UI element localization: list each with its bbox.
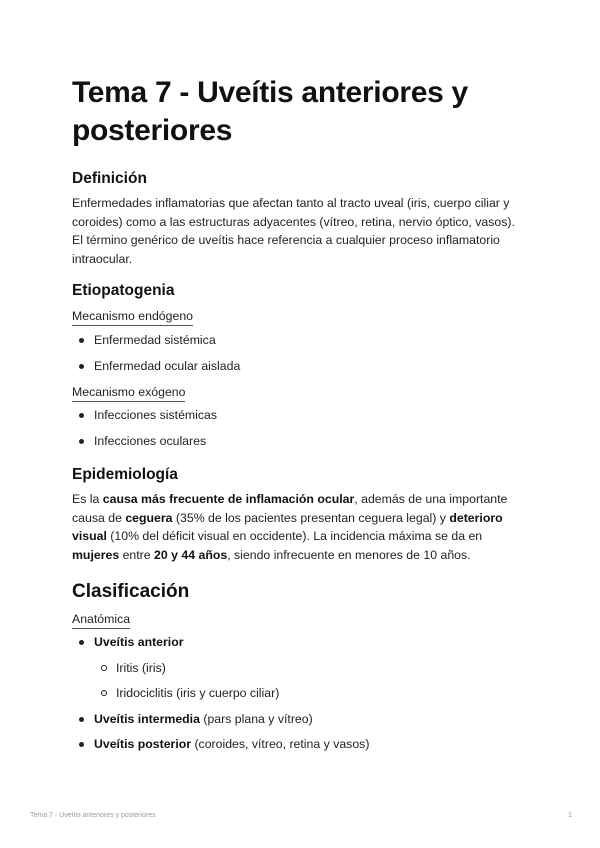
subheading-endogeno-wrap — [72, 307, 528, 326]
bullet-icon — [79, 338, 84, 343]
exogeno-list — [72, 408, 528, 459]
bold-run: mujeres — [72, 547, 120, 562]
bullet-icon — [79, 413, 84, 418]
bullet-icon — [79, 640, 84, 645]
list-item — [72, 333, 528, 359]
subheading-mecanismo-exogeno: Mecanismo exógeno — [72, 385, 185, 402]
bold-run: 20 y 44 años — [154, 547, 228, 562]
list-item-text: Enfermedad sistémica — [94, 333, 216, 347]
list-item-text: Iritis (iris) — [116, 660, 166, 675]
list-item-text: Iridociclitis (iris y cuerpo ciliar) — [116, 686, 280, 700]
footer-title: Tema 7 - Uveítis anteriores y posteriores — [30, 812, 156, 819]
list-item-nested — [72, 661, 528, 687]
text-run: , siendo infrecuente en menores de 10 años. — [227, 547, 471, 562]
subheading-exogeno-wrap — [72, 383, 528, 402]
bold-run: deterioro visual — [72, 510, 503, 543]
subheading-mecanismo-endogeno: Mecanismo endógeno — [72, 309, 193, 326]
list-item — [72, 737, 528, 763]
endogeno-list — [72, 333, 528, 384]
list-item-text: (pars plana y vítreo) — [199, 711, 313, 726]
list-item-bold: Uveítis posterior — [94, 737, 192, 751]
list-item-text: Infecciones oculares — [94, 433, 207, 448]
bold-run: ceguera — [125, 510, 173, 525]
bullet-icon — [79, 742, 84, 747]
clasificacion-list — [72, 635, 528, 763]
list-item — [72, 635, 528, 661]
bold-run: causa más frecuente de inflamación ocular — [102, 492, 355, 506]
hollow-bullet-icon — [101, 665, 107, 671]
list-item-bold: Uveítis intermedia — [94, 711, 200, 726]
definicion-text: Enfermedades inflamatorias que afectan tanto al tracto uveal (iris, cuerpo ciliar y coroides) como a las estructuras adyacentes (vítreo, retina, nervio óptico, vasos). El término genérico de uveítis hace referencia a cualquier proceso inflamatorio intraocular. — [72, 196, 515, 266]
list-item — [72, 434, 528, 460]
hollow-bullet-icon — [101, 690, 107, 696]
text-run: (10% del déficit visual en occidente). La incidencia máxima se da en — [106, 529, 483, 543]
list-item-text: (coroides, vítreo, retina y vasos) — [191, 737, 370, 751]
subheading-anatomica-wrap — [72, 610, 528, 629]
list-item — [72, 408, 528, 434]
list-item-bold: Uveítis anterior — [94, 635, 184, 649]
text-run: Es la — [72, 492, 103, 506]
text-run: entre — [119, 547, 155, 562]
page-title: Tema 7 - Uveítis anteriores y posteriores — [72, 76, 468, 147]
text-run: (35% de los pacientes presentan ceguera legal) y — [172, 510, 450, 525]
epidemiologia-text — [72, 490, 528, 564]
heading-epidemiologia: Epidemiología — [72, 466, 178, 483]
heading-definicion: Definición — [72, 170, 147, 187]
list-item-text: Infecciones sistémicas — [94, 408, 218, 422]
list-item — [72, 359, 528, 385]
bullet-icon — [79, 439, 84, 444]
bullet-icon — [79, 364, 84, 369]
list-item — [72, 712, 528, 738]
heading-etiopatogenia: Etiopatogenia — [72, 282, 175, 299]
list-item-text: Enfermedad ocular aislada — [94, 358, 241, 373]
heading-clasificacion: Clasificación — [72, 581, 190, 602]
subheading-anatomica: Anatómica — [72, 612, 130, 629]
bullet-icon — [79, 717, 84, 722]
text-run: , además de una importante causa de — [72, 492, 508, 525]
list-item-nested — [72, 686, 528, 712]
footer-page-number: 1 — [568, 812, 572, 819]
